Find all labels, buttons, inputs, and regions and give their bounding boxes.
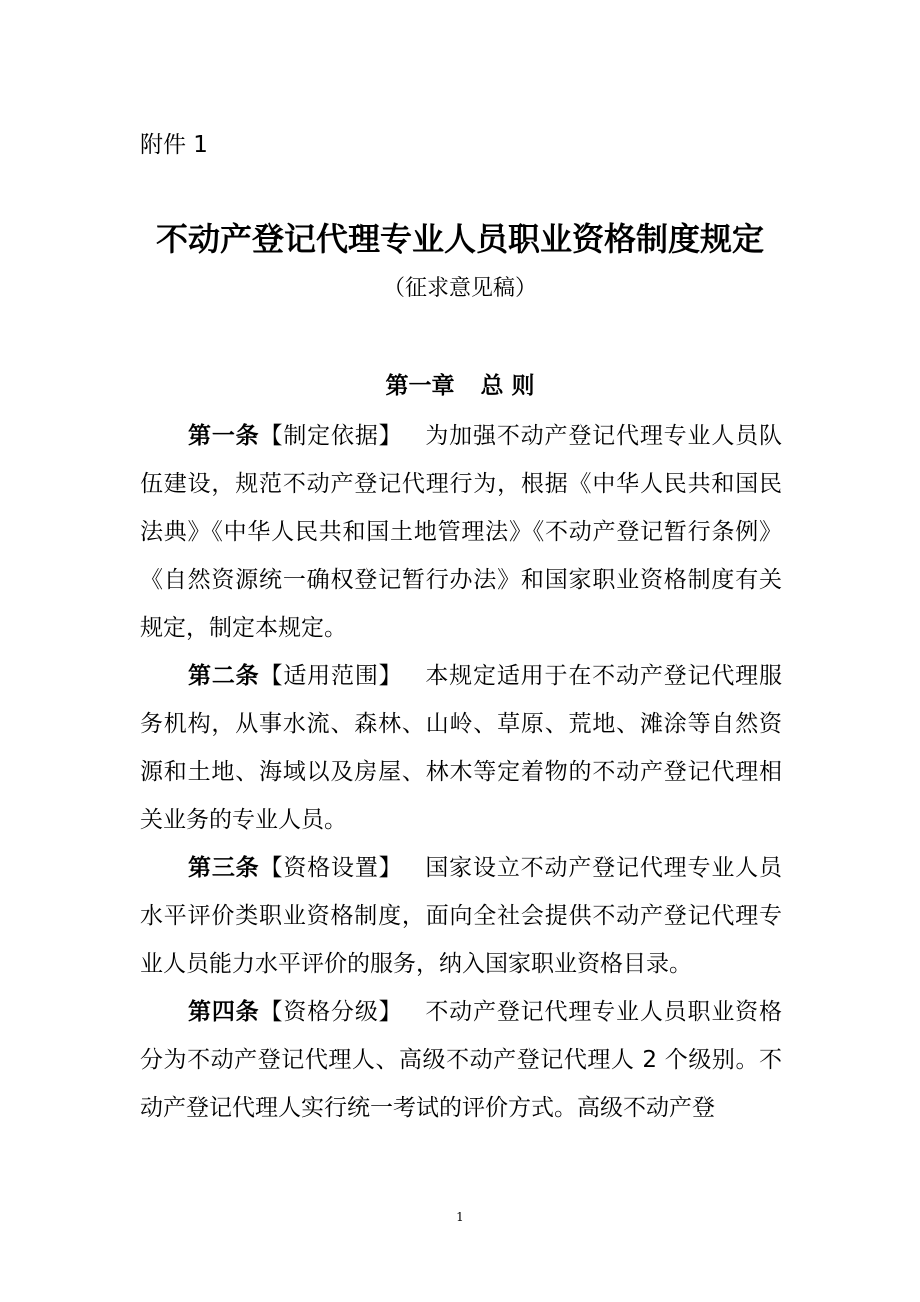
article-2	[140, 652, 782, 844]
article-4	[140, 988, 782, 1132]
article-text: 国家设立不动产登记代理专业人员水平评价类职业资格制度，面向全社会提供不动产登记代理专业人员能力水平评价的服务，纳入国家职业资格目录。	[140, 855, 783, 977]
article-number: 第三条	[188, 855, 260, 881]
article-number: 第一条	[188, 423, 260, 449]
article-1	[140, 412, 782, 652]
document-body	[140, 412, 782, 1132]
article-text: 不动产登记代理专业人员职业资格分为不动产登记代理人、高级不动产登记代理人 2 个级别。不动产登记代理人实行统一考试的评价方式。高级不动产登	[140, 999, 783, 1121]
article-text: 为加强不动产登记代理专业人员队伍建设，规范不动产登记代理行为，根据《中华人民共和国民法典》《中华人民共和国土地管理法》《不动产登记暂行条例》《自然资源统一确权登记暂行办法》和国家职业资格制度有关规定，制定本规定。	[140, 423, 783, 641]
article-heading: 【资格分级】	[259, 999, 403, 1025]
document-subtitle: （征求意见稿）	[382, 276, 537, 301]
chapter-number: 第一章	[385, 373, 455, 399]
attachment-label: 附件 1	[140, 132, 208, 158]
article-text: 本规定适用于在不动产登记代理服务机构，从事水流、森林、山岭、草原、荒地、滩涂等自然资源和土地、海域以及房屋、林木等定着物的不动产登记代理相关业务的专业人员。	[140, 663, 783, 833]
article-number: 第二条	[188, 663, 260, 689]
article-number: 第四条	[188, 999, 260, 1025]
document-title: 不动产登记代理专业人员职业资格制度规定	[155, 220, 764, 258]
article-heading: 【制定依据】	[259, 423, 403, 449]
chapter-name: 总 则	[480, 373, 535, 399]
article-heading: 【资格设置】	[259, 855, 403, 881]
chapter-heading	[0, 368, 920, 404]
article-3	[140, 844, 782, 988]
page-number: 1	[456, 1210, 464, 1224]
article-heading: 【适用范围】	[259, 663, 403, 689]
